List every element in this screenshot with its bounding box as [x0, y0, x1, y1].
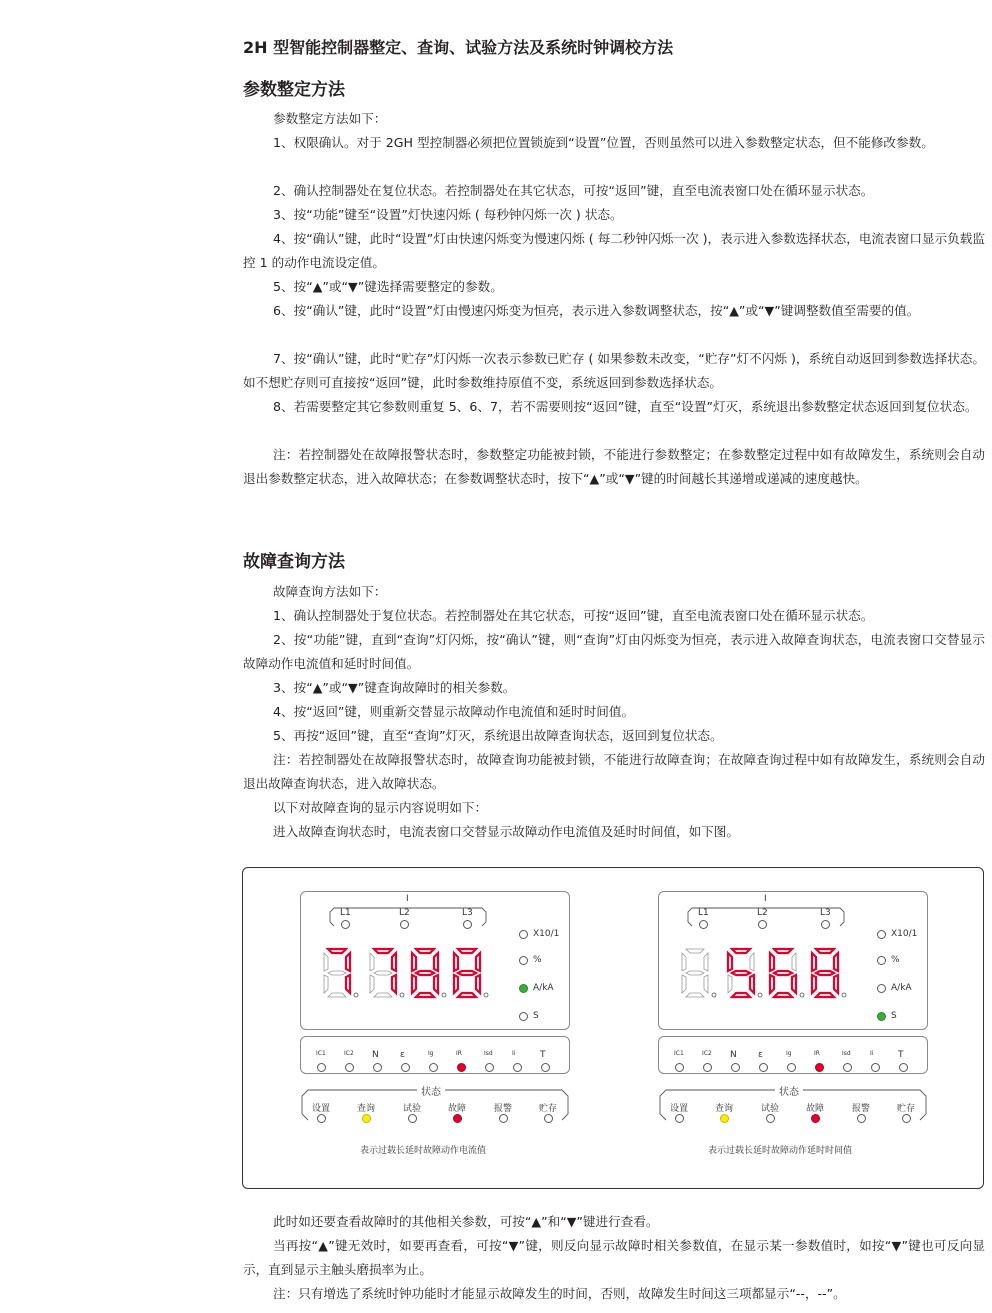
- segment-a-lit: [416, 949, 434, 953]
- decimal-point: [400, 993, 404, 997]
- segment-b-lit: [834, 953, 838, 971]
- seven-segment-digit: [678, 946, 712, 1000]
- segment-g-lit: [458, 971, 476, 975]
- figure-caption: 表示过载长延时故障动作延时时间值: [708, 1146, 853, 1156]
- segment-c-lit: [834, 975, 838, 993]
- segment-a-lit: [328, 949, 346, 953]
- indicator-led: [703, 1063, 712, 1072]
- segment-b-lit: [346, 953, 350, 971]
- indicator-label: IC2: [344, 1050, 354, 1057]
- seven-segment-digit: [766, 946, 800, 1000]
- indicator-label: Isd: [484, 1050, 493, 1057]
- paragraph: 2、按“功能”键，直到“查询”灯闪烁，按“确认”键，则“查询”灯由闪烁变为恒亮，表示进入故障查询状态，电流表窗口交替显示故障动作电流值和延时时间值。: [243, 632, 985, 671]
- status-label: 试验: [403, 1104, 422, 1114]
- paragraph: 故障查询方法如下：: [273, 584, 387, 599]
- indicator-label: Ig: [786, 1050, 792, 1057]
- status-label: 贮存: [897, 1104, 916, 1114]
- segment-b-lit: [476, 953, 480, 971]
- seven-segment-digit: [808, 946, 842, 1000]
- segment-c-lit: [434, 975, 438, 993]
- segment-f: [370, 953, 374, 971]
- segment-e: [370, 975, 374, 993]
- segment-d-lit: [416, 993, 434, 997]
- status-label: 故障: [448, 1104, 467, 1114]
- document-title: 2H 型智能控制器整定、查询、试验方法及系统时钟调校方法: [243, 38, 674, 57]
- segment-g-lit: [774, 971, 792, 975]
- paragraph: 1、权限确认。对于 2GH 型控制器必须把位置锁旋到“设置”位置，否则虽然可以进入参数整定状态，但不能修改参数。: [273, 135, 934, 150]
- segment-a-lit: [458, 949, 476, 953]
- segment-e: [728, 975, 732, 993]
- segment-a-lit: [374, 949, 392, 953]
- segment-b: [750, 953, 754, 971]
- unit-label: A/kA: [891, 983, 912, 993]
- paragraph: 6、按“确认”键，此时“设置”灯由慢速闪烁变为恒亮，表示进入参数调整状态，按“▲”或“▼”键调整数值至需要的值。: [273, 303, 920, 318]
- segment-c-lit: [476, 975, 480, 993]
- unit-led: [877, 930, 886, 939]
- paragraph: 参数整定方法如下：: [273, 111, 387, 126]
- phase-label: L1: [340, 908, 351, 918]
- indicator-led: [317, 1063, 326, 1072]
- section-heading-setting: 参数整定方法: [243, 80, 345, 100]
- unit-label: X10/1: [891, 929, 918, 939]
- paragraph: 4、按“确认”键，此时“设置”灯由快速闪烁变为慢速闪烁 ( 每二秒钟闪烁一次 )，表示进入参数选择状态，电流表窗口显示负载监控 1 的动作电流设定值。: [243, 231, 985, 270]
- indicator-led: [815, 1063, 824, 1072]
- indicator-led: [541, 1063, 550, 1072]
- segment-d-lit: [816, 993, 834, 997]
- unit-led: [877, 984, 886, 993]
- phase-led: [821, 920, 830, 929]
- status-led: [857, 1114, 866, 1123]
- phase-label: L2: [399, 908, 410, 918]
- paragraph: 3、按“功能”键至“设置”灯快速闪烁 ( 每秒钟闪烁一次 ) 状态。: [273, 207, 623, 222]
- paragraph: 1、确认控制器处于复位状态。若控制器处在其它状态，可按“返回”键，直至电流表窗口处在循环显示状态。: [273, 608, 874, 623]
- segment-a-lit: [774, 949, 792, 953]
- status-label: 设置: [312, 1104, 331, 1114]
- indicator-label: Isd: [842, 1050, 851, 1057]
- decimal-point: [800, 993, 804, 997]
- status-label: 查询: [715, 1104, 734, 1114]
- segment-b-lit: [434, 953, 438, 971]
- indicator-label: T: [540, 1050, 546, 1060]
- unit-led: [877, 1012, 886, 1021]
- segment-a: [686, 949, 704, 953]
- status-label: 报警: [852, 1104, 871, 1114]
- segment-d-lit: [774, 993, 792, 997]
- unit-label: S: [891, 1011, 897, 1021]
- paragraph: 当再按“▲”键无效时，如要再查看，可按“▼”键，则反向显示故障时相关参数值，在显示某一参数值时，如按“▼”键也可反向显示，直到显示主触头磨损率为止。: [243, 1238, 985, 1277]
- phase-led: [699, 920, 708, 929]
- status-led: [544, 1114, 553, 1123]
- paragraph: 以下对故障查询的显示内容说明如下：: [273, 800, 488, 815]
- segment-d-lit: [458, 993, 476, 997]
- indicator-led: [899, 1063, 908, 1072]
- controller-panel: [300, 891, 570, 1131]
- paragraph: 3、按“▲”或“▼”键查询故障时的相关参数。: [273, 680, 516, 695]
- segment-g-lit: [732, 971, 750, 975]
- indicator-label: T: [898, 1050, 904, 1060]
- segment-e: [682, 975, 686, 993]
- indicator-label: Ii: [512, 1050, 516, 1057]
- status-led: [811, 1114, 820, 1123]
- paragraph: 5、按“▲”或“▼”键选择需要整定的参数。: [273, 279, 503, 294]
- indicator-led: [457, 1063, 466, 1072]
- figure-caption: 表示过载长延时故障动作电流值: [360, 1146, 487, 1156]
- segment-g: [686, 971, 704, 975]
- status-led: [675, 1114, 684, 1123]
- segment-f: [682, 953, 686, 971]
- indicator-led: [843, 1063, 852, 1072]
- segment-a-lit: [816, 949, 834, 953]
- segment-b-lit: [392, 953, 396, 971]
- segment-b: [704, 953, 708, 971]
- segment-e-lit: [412, 975, 416, 993]
- unit-led: [519, 984, 528, 993]
- indicator-label: Ig: [428, 1050, 434, 1057]
- indicator-label: Ii: [870, 1050, 874, 1057]
- indicator-label: IC1: [316, 1050, 326, 1057]
- status-led: [902, 1114, 911, 1123]
- decimal-point: [712, 993, 716, 997]
- seven-segment-digit: [366, 946, 400, 1000]
- status-led: [317, 1114, 326, 1123]
- decimal-point: [442, 993, 446, 997]
- phase-group-label: I: [761, 894, 770, 904]
- status-label: 查询: [357, 1104, 376, 1114]
- unit-label: S: [533, 1011, 539, 1021]
- segment-g-lit: [816, 971, 834, 975]
- segment-c-lit: [750, 975, 754, 993]
- segment-c-lit: [346, 975, 350, 993]
- segment-c-lit: [392, 975, 396, 993]
- phase-group-label: I: [403, 894, 412, 904]
- unit-label: %: [891, 955, 900, 965]
- indicator-label: N: [730, 1050, 737, 1060]
- segment-f-lit: [454, 953, 458, 971]
- unit-led: [519, 930, 528, 939]
- segment-d-lit: [732, 993, 750, 997]
- unit-led: [519, 1012, 528, 1021]
- decimal-point: [842, 993, 846, 997]
- status-led: [362, 1114, 371, 1123]
- paragraph: 2、确认控制器处在复位状态。若控制器处在其它状态，可按“返回”键，直至电流表窗口处在循环显示状态。: [273, 183, 874, 198]
- segment-d: [374, 993, 392, 997]
- segment-f-lit: [770, 953, 774, 971]
- status-led: [408, 1114, 417, 1123]
- indicator-led: [787, 1063, 796, 1072]
- status-label: 故障: [806, 1104, 825, 1114]
- controller-panel: [658, 891, 928, 1131]
- status-label: 设置: [670, 1104, 689, 1114]
- indicator-led: [731, 1063, 740, 1072]
- segment-e-lit: [812, 975, 816, 993]
- unit-label: X10/1: [533, 929, 560, 939]
- status-group-label: 状态: [775, 1083, 803, 1098]
- phase-led: [341, 920, 350, 929]
- status-label: 报警: [494, 1104, 513, 1114]
- status-led: [766, 1114, 775, 1123]
- seven-segment-digit: [450, 946, 484, 1000]
- status-led: [499, 1114, 508, 1123]
- status-led: [453, 1114, 462, 1123]
- segment-g: [374, 971, 392, 975]
- indicator-label: IC2: [702, 1050, 712, 1057]
- note: 注：若控制器处在故障报警状态时，故障查询功能被封锁，不能进行故障查询；在故障查询过程中如有故障发生，系统则会自动退出故障查询状态，进入故障状态。: [243, 752, 985, 791]
- segment-g-lit: [416, 971, 434, 975]
- paragraph: 此时如还要查看故障时的其他相关参数，可按“▲”和“▼”键进行查看。: [273, 1214, 659, 1229]
- indicator-led: [429, 1063, 438, 1072]
- unit-label: A/kA: [533, 983, 554, 993]
- decimal-point: [484, 993, 488, 997]
- note: 注：只有增选了系统时钟功能时才能显示故障发生的时间，否则，故障发生时间这三项都显示“--，--”。: [273, 1286, 846, 1301]
- phase-label: L3: [820, 908, 831, 918]
- paragraph: 7、按“确认”键，此时“贮存”灯闪烁一次表示参数已贮存 ( 如果参数未改变，“贮存”灯不闪烁 )，系统自动返回到参数选择状态。如不想贮存则可直接按“返回”键，此时参数维持原值不变，系统返回到参数选择状态。: [243, 351, 985, 390]
- segment-f-lit: [812, 953, 816, 971]
- indicator-label: ε: [758, 1050, 763, 1060]
- segment-d: [686, 993, 704, 997]
- indicator-label: IR: [814, 1050, 820, 1057]
- segment-d: [328, 993, 346, 997]
- indicator-led: [513, 1063, 522, 1072]
- indicator-label: ε: [400, 1050, 405, 1060]
- indicator-label: IC1: [674, 1050, 684, 1057]
- status-group-label: 状态: [417, 1083, 445, 1098]
- segment-f: [324, 953, 328, 971]
- seven-segment-digit: [320, 946, 354, 1000]
- indicator-led: [401, 1063, 410, 1072]
- indicator-led: [345, 1063, 354, 1072]
- phase-led: [400, 920, 409, 929]
- segment-e-lit: [454, 975, 458, 993]
- indicator-label: IR: [456, 1050, 462, 1057]
- segment-b: [792, 953, 796, 971]
- paragraph: 5、再按“返回”键，直至“查询”灯灭，系统退出故障查询状态，返回到复位状态。: [273, 728, 723, 743]
- note: 注：若控制器处在故障报警状态时，参数整定功能被封锁，不能进行参数整定；在参数整定过程中如有故障发生，系统则会自动退出参数整定状态，进入故障状态；在参数调整状态时，按下“▲”或“▼”键的时间越长其递增或递减的速度越快。: [243, 447, 985, 486]
- seven-segment-digit: [408, 946, 442, 1000]
- indicator-led: [373, 1063, 382, 1072]
- unit-led: [519, 956, 528, 965]
- segment-c: [704, 975, 708, 993]
- segment-f-lit: [728, 953, 732, 971]
- status-label: 试验: [761, 1104, 780, 1114]
- segment-g: [328, 971, 346, 975]
- unit-label: %: [533, 955, 542, 965]
- decimal-point: [758, 993, 762, 997]
- seven-segment-digit: [724, 946, 758, 1000]
- indicator-led: [759, 1063, 768, 1072]
- phase-label: L1: [698, 908, 709, 918]
- decimal-point: [354, 993, 358, 997]
- indicator-led: [485, 1063, 494, 1072]
- paragraph: 4、按“返回”键，则重新交替显示故障动作电流值和延时时间值。: [273, 704, 635, 719]
- paragraph: 8、若需要整定其它参数则重复 5、6、7，若不需要则按“返回”键，直至“设置”灯灭，系统退出参数整定状态返回到复位状态。: [273, 399, 978, 414]
- indicator-led: [871, 1063, 880, 1072]
- segment-c-lit: [792, 975, 796, 993]
- section-heading-query: 故障查询方法: [243, 552, 345, 572]
- paragraph: 进入故障查询状态时，电流表窗口交替显示故障动作电流值及延时时间值，如下图。: [273, 824, 739, 839]
- status-led: [720, 1114, 729, 1123]
- unit-led: [877, 956, 886, 965]
- segment-e-lit: [770, 975, 774, 993]
- status-label: 贮存: [539, 1104, 558, 1114]
- phase-led: [463, 920, 472, 929]
- indicator-label: N: [372, 1050, 379, 1060]
- phase-label: L3: [462, 908, 473, 918]
- segment-e: [324, 975, 328, 993]
- phase-label: L2: [757, 908, 768, 918]
- segment-a-lit: [732, 949, 750, 953]
- phase-led: [758, 920, 767, 929]
- segment-f-lit: [412, 953, 416, 971]
- indicator-led: [675, 1063, 684, 1072]
